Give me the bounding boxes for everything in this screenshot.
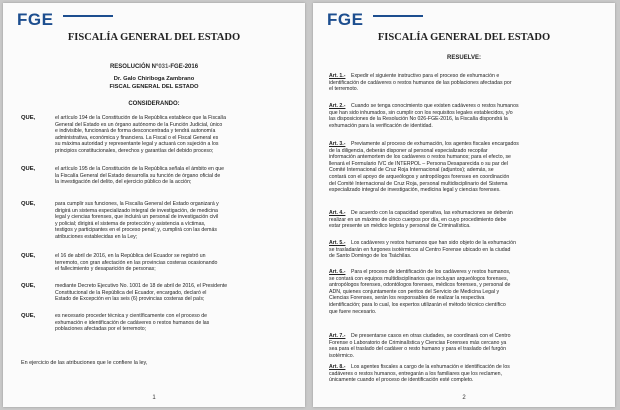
consideration-line: terremoto, con gran afectación en las provincias costeras ocasionando xyxy=(55,259,218,266)
article-line: realizar en un máximo de cinco cuerpos por día, en cuyo procedimiento debe xyxy=(329,216,507,223)
article-line: Forense o Laboratorio de Criminalística y Ciencias Forenses más cercano ya xyxy=(329,339,507,346)
consideration-line: Estado de Excepción en las seis (6) provincias costeras del país; xyxy=(55,296,205,303)
article-line: cadáveres o restos humanos, entregarán a los familiares que los reclamen, xyxy=(329,370,503,377)
closing-statement: En ejercicio de las atribuciones que le confiere la ley, xyxy=(21,360,148,366)
article-line: llenará el Formulario IVC de INTERPOL – Persona Desaparecida o su par del xyxy=(329,160,508,167)
consideration-line: para cumplir sus funciones, la Fiscalía General del Estado organizará y xyxy=(55,201,219,207)
consideration-line: exhumación e identificación de cadáveres o restos humanos de las xyxy=(55,319,210,326)
consideration-line: la investigación del delito, del ejercicio público de la acción; xyxy=(55,179,192,186)
article-line: Previamente al proceso de exhumación, los agentes fiscales encargados xyxy=(351,141,519,147)
consideration-line: el artículo 194 de la Constitución de la República establece que la Fiscalía xyxy=(55,115,227,121)
article-line: De acuerdo con la capacidad operativa, las exhumaciones se deberán xyxy=(351,210,513,216)
consideration-line: el artículo 195 de la Constitución de la República señala el ámbito en que xyxy=(55,166,224,172)
article-line: Comité Internacional de Cruz Roja Internacional (adjuntos); además, se xyxy=(329,167,494,174)
article-line: el terremoto. xyxy=(329,86,359,93)
article-label: Art. 2.- xyxy=(329,103,346,109)
article-line: especializado integral de investigación, medicina legal y ciencias forenses. xyxy=(329,187,501,194)
article-line: De presentarse casos en otras ciudades, se coordinará con el Centro xyxy=(351,333,511,339)
article-label: Art. 8.- xyxy=(329,364,346,370)
article-line: contará con el apoyo de arqueólogos y antropólogos forenses en coordinación xyxy=(329,174,510,180)
que-label: QUE, xyxy=(21,253,36,259)
consideration-line: atribuciones establecidas en la Ley; xyxy=(55,234,138,240)
article-line: se contará con equipos multidisciplinarios que incluyan arqueólogos forenses, xyxy=(329,275,509,282)
consideration-line: su máxima autoridad y representante legal y actuará con sujeción a los xyxy=(55,141,219,148)
article-line: exhumación para la verificación de identidad. xyxy=(329,122,433,129)
consideration-line: y policial; dirigirá el sistema de protección y asistencia a víctimas, xyxy=(55,220,206,227)
resolution-suffix: -FGE-2016 xyxy=(168,64,199,70)
que-label: QUE, xyxy=(21,201,36,207)
article-line: Ciencias Forenses, serán los responsables de realizar la respectiva xyxy=(329,295,485,302)
que-label: QUE, xyxy=(21,313,36,319)
article-line: antropólogos forenses, odontólogos forenses, médicos forenses, y personal de xyxy=(329,282,511,289)
page-header-title: FISCALÍA GENERAL DEL ESTADO xyxy=(67,32,241,43)
article-line: Cuando se tenga conocimiento que existen cadáveres o restos humanos xyxy=(351,103,519,109)
article-label: Art. 5.- xyxy=(329,240,346,246)
resolution-number xyxy=(3,64,305,71)
consideration-line: el 16 de abril de 2016, en la República del Ecuador se registró un xyxy=(55,253,206,259)
article-line: identificación; para lo cual, los expertos utilizarán el método técnico científico xyxy=(329,302,506,308)
article-line: sea para el traslado del cadáver o resto humano y para el traslado del furgón xyxy=(329,346,507,353)
article-label: Art. 4.- xyxy=(329,210,346,216)
fge-logo: FGE xyxy=(17,10,54,29)
article-line: que han sido inhumados, sin cumplir con los requisitos legales establecidos, y/o xyxy=(329,109,513,116)
consideration-line: el fallecimiento y desaparición de personas; xyxy=(55,266,156,273)
page-header-title: FISCALÍA GENERAL DEL ESTADO xyxy=(377,32,551,43)
consideration-line: administrativa, económica y financiera. La Fiscal o el Fiscal General es xyxy=(55,134,219,141)
consideration-line: General del Estado es un órgano autónomo de la Función Judicial, único xyxy=(55,121,223,128)
document-page-1 xyxy=(3,3,305,407)
consideration-line: dirigirá un sistema especializado integral de investigación, de medicina xyxy=(55,207,218,214)
article-line: las disposiciones de la Resolución No 026-FGE-2016, la Fiscalía dispondrá la xyxy=(329,116,508,123)
consideration-line: la Fiscalía General del Estado desarrolla su función de órgano oficial de xyxy=(55,172,221,179)
considering-heading: CONSIDERANDO: xyxy=(128,101,180,107)
article-line: de la diligencia, deberán disponer al personal especializado recopilar xyxy=(329,147,488,154)
article-line: estar presente un médico legista y personal de Criminalística. xyxy=(329,223,471,230)
consideration-line: Constitucional de la República del Ecuador, encargado, declaró el xyxy=(55,289,207,296)
article-line: de Santo Domingo de los Tsáchilas. xyxy=(329,253,412,260)
resolution-prefix: RESOLUCIÓN N° xyxy=(109,64,159,70)
consideration-line: es necesario proceder técnica y científicamente con el proceso de xyxy=(55,313,207,319)
que-label: QUE, xyxy=(21,166,36,172)
fge-logo: FGE xyxy=(327,10,364,29)
consideration-line: e indivisible, funcionará de forma desconcentrada y tendrá autonomía xyxy=(55,128,216,135)
consideration-line: testigos y participantes en el proceso penal; y, cumplirá con las demás xyxy=(55,227,217,234)
article-line: isotérmico. xyxy=(329,352,355,359)
consideration-line: principios constitucionales, derechos y garantías del debido proceso; xyxy=(55,148,214,154)
author-title: FISCAL GENERAL DEL ESTADO xyxy=(109,84,199,90)
article-line: del Comité Internacional de Cruz Roja, personal multidisciplinario del Sistema xyxy=(329,180,508,187)
article-line: se trasladarán en furgones isotérmicos al Centro Forense ubicado en la ciudad xyxy=(329,246,511,253)
logo-underline xyxy=(63,15,113,17)
article-line: identificación de cadáveres o restos humanos de las poblaciones afectadas por xyxy=(329,79,512,86)
article-label: Art. 3.- xyxy=(329,141,346,147)
consideration-line: poblaciones afectadas por el terremoto; xyxy=(55,326,147,333)
resolve-heading: RESUELVE: xyxy=(447,55,481,61)
article-line: ADN, quienes conjuntamente con peritos del Servicio de Medicina Legal y xyxy=(329,288,500,295)
que-label: QUE, xyxy=(21,115,36,121)
article-label: Art. 7.- xyxy=(329,333,346,339)
consideration-line: legal y ciencias forenses, que incluirá un personal de investigación civil xyxy=(55,214,219,221)
consideration-line: mediante Decreto Ejecutivo No. 1001 de 18 de abril de 2016, el Presidente xyxy=(55,283,228,289)
logo-underline xyxy=(373,15,423,17)
article-line: Los cadáveres y restos humanos que han sido objeto de la exhumación xyxy=(351,240,516,246)
document-page-2 xyxy=(313,3,615,407)
page-number: 2 xyxy=(462,395,466,401)
que-label: QUE, xyxy=(21,283,36,289)
resolution-number-stamp: 031 xyxy=(158,64,169,70)
article-line: Para el proceso de identificación de los cadáveres y restos humanos, xyxy=(351,269,511,275)
article-line: información antemortem de los cadáveres o restos humanos; para el efecto, se xyxy=(329,154,511,161)
article-label: Art. 6.- xyxy=(329,269,346,275)
article-line: que fuere necesario. xyxy=(329,308,377,315)
author-name: Dr. Galo Chiriboga Zambrano xyxy=(113,76,195,82)
article-label: Art. 1.- xyxy=(329,73,346,79)
article-line: únicamente cuando el proceso de identificación esté completo. xyxy=(329,377,474,384)
article-line: Los agentes fiscales a cargo de la exhumación e identificación de los xyxy=(351,364,510,370)
page-number: 1 xyxy=(152,395,156,401)
article-line: Expedir el siguiente instructivo para el proceso de exhumación e xyxy=(351,73,500,79)
